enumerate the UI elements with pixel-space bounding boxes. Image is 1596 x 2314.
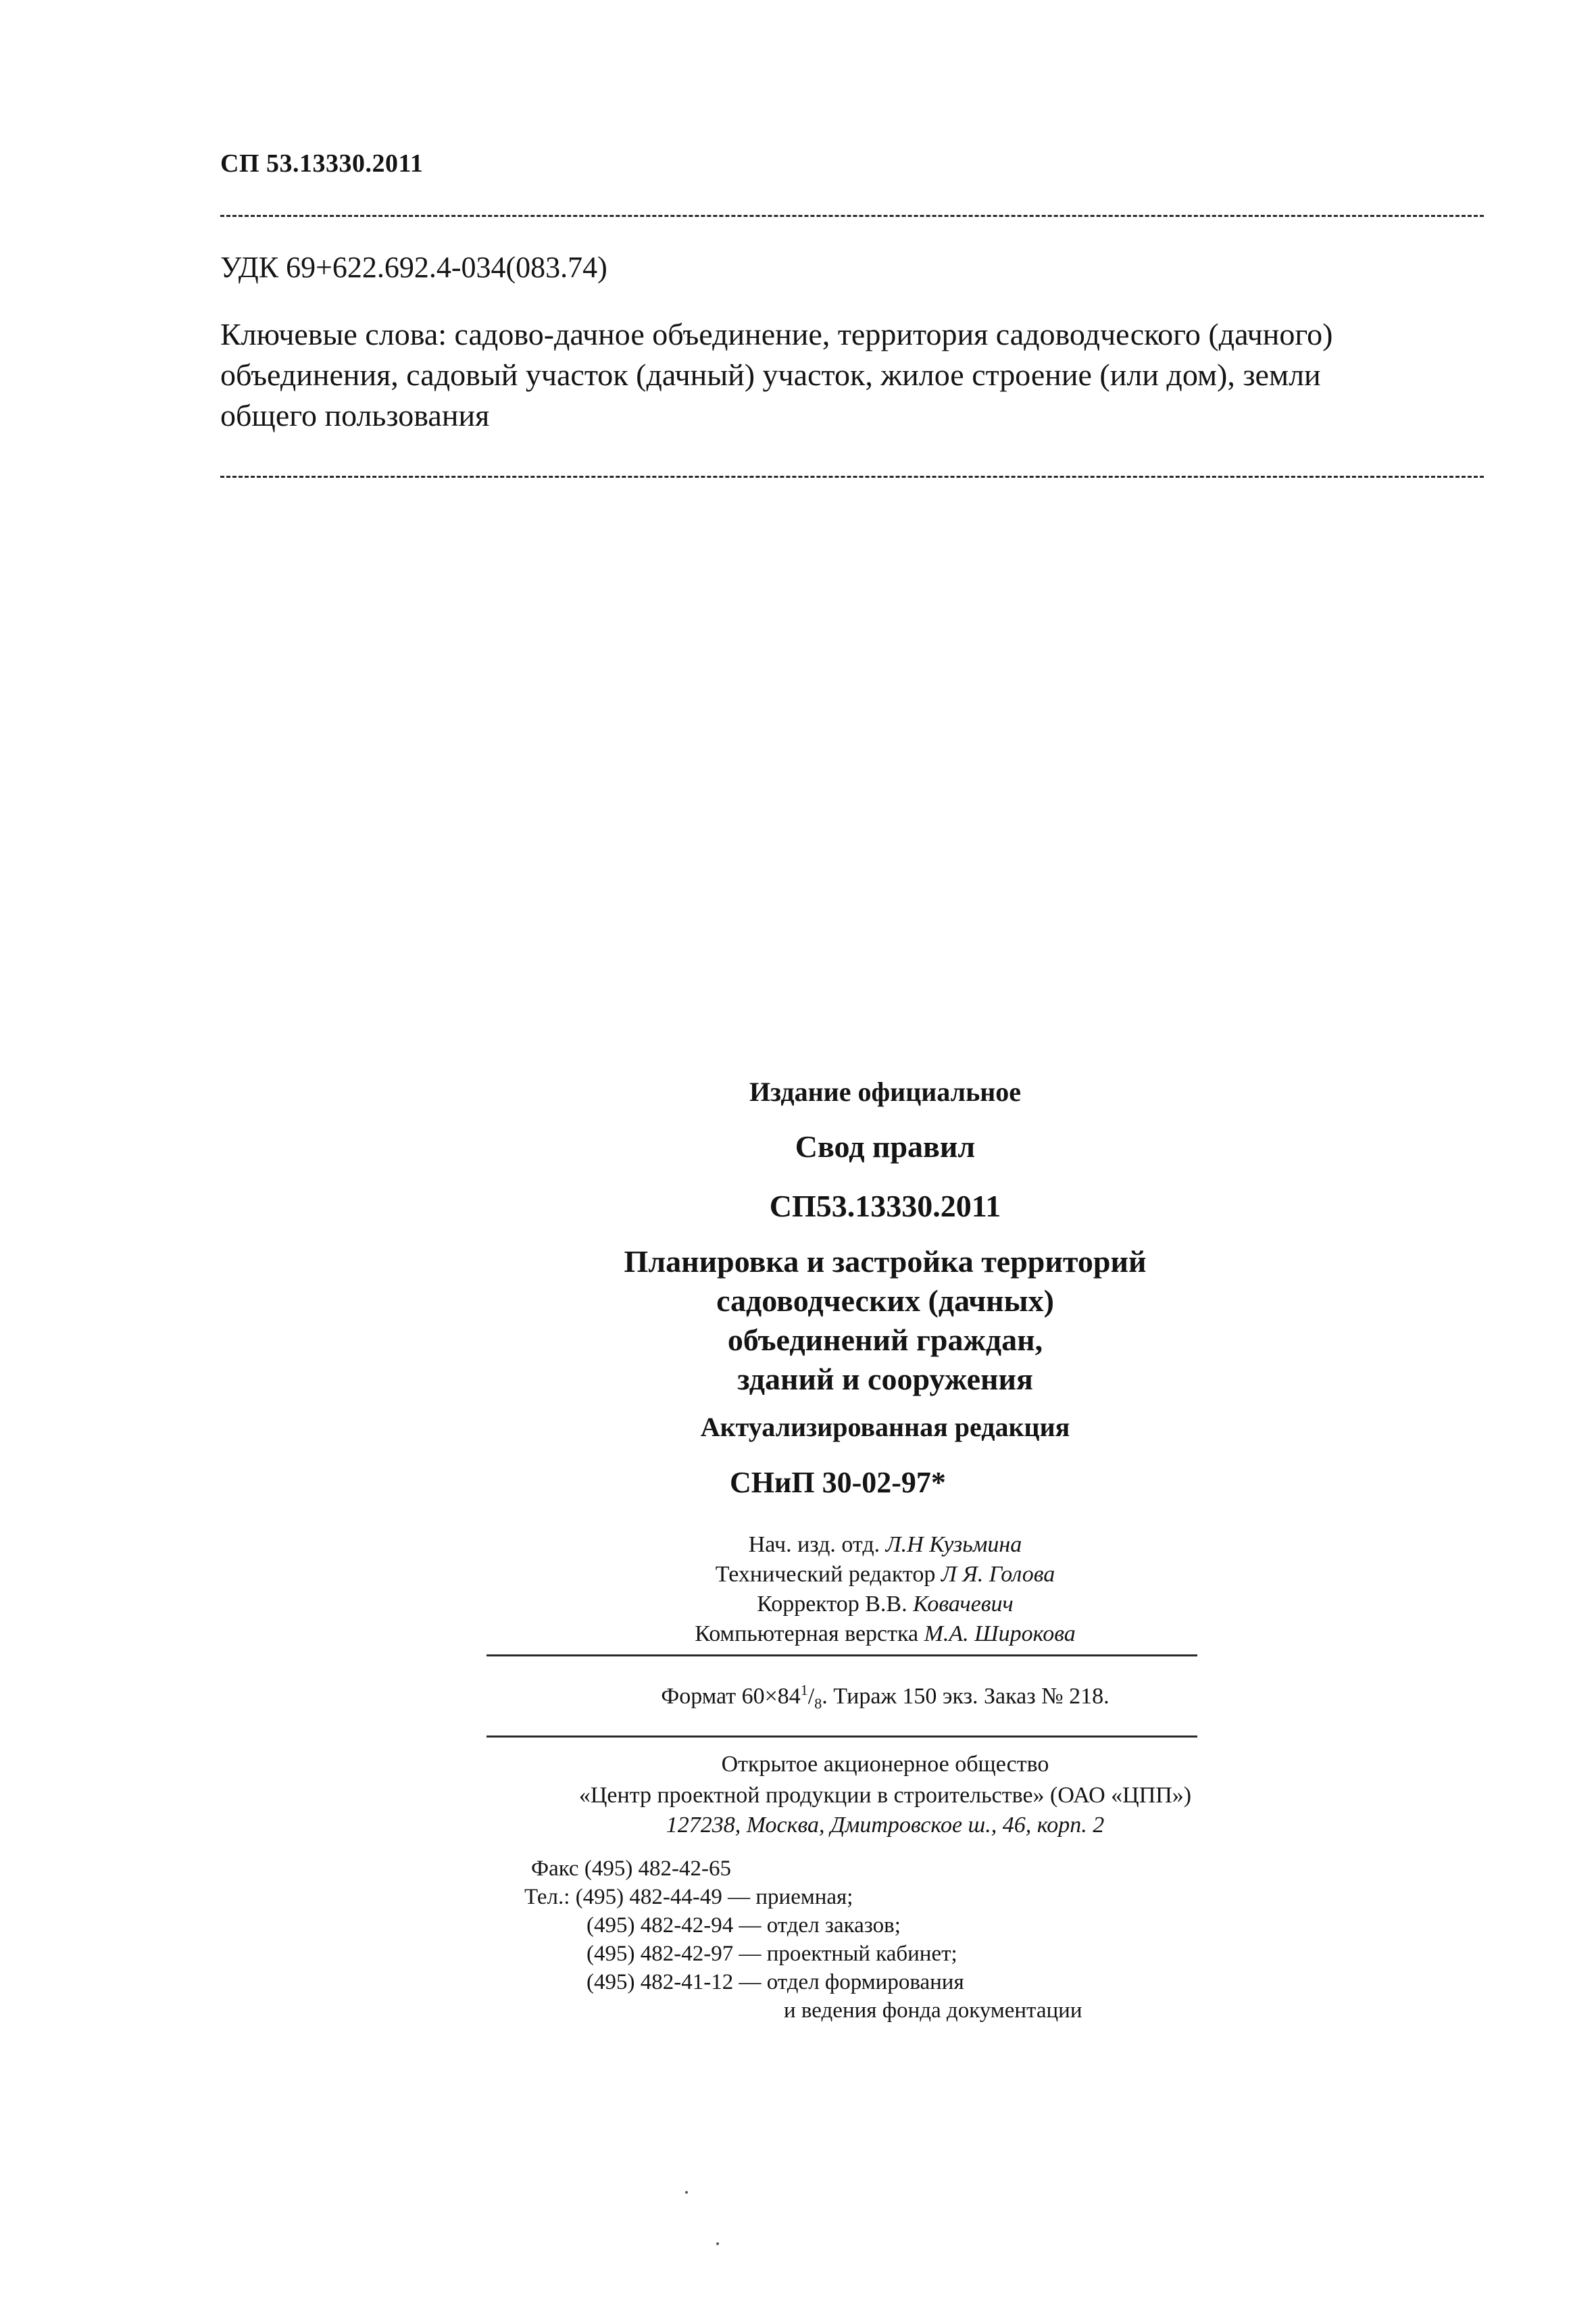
credit-name: Л Я. Голова	[941, 1562, 1055, 1587]
credit-name: Ковачевич	[913, 1592, 1014, 1617]
format-suffix: . Тираж 150 экз. Заказ № 218.	[822, 1683, 1109, 1709]
fax-line: Факс (495) 482-42-65	[531, 1856, 732, 1881]
credit-row	[527, 1530, 1243, 1560]
keywords-line: объединения, садовый участок (дачный) участок, жилое строение (или дом), земли	[220, 358, 1321, 392]
code-number: СП53.13330.2011	[769, 1189, 1001, 1223]
print-format: Формат $60\times 84^1/_8$. Тираж 150 экз. Заказ № 218.	[661, 1681, 1109, 1713]
format-prefix: Формат 60×84	[661, 1683, 801, 1709]
credit-row	[527, 1619, 1243, 1649]
format-divider	[487, 1736, 1197, 1738]
revision-label: Актуализированная редакция	[700, 1412, 1070, 1442]
scan-speck	[685, 2191, 688, 2194]
credit-role: Нач. изд. отд.	[748, 1532, 880, 1557]
document-code: СП 53.13330.2011	[220, 149, 424, 178]
keywords-line: общего пользования	[220, 398, 490, 433]
phone-line-continuation: и ведения фонда документации	[784, 1998, 1082, 2023]
title-line: Планировка и застройка территорий	[624, 1244, 1147, 1279]
credit-name: Л.Н Кузьмина	[885, 1532, 1022, 1557]
phone-line: (495) 482-42-94 — отдел заказов;	[587, 1913, 901, 1938]
title-line: объединений граждан,	[727, 1323, 1043, 1357]
edition-label: Издание официальное	[749, 1077, 1022, 1107]
phone-line: (495) 482-42-97 — проектный кабинет;	[587, 1942, 957, 1966]
contacts-block	[524, 1854, 1082, 2025]
publisher-address: 127238, Москва, Дмитровское ш., 46, корп. 2	[666, 1813, 1105, 1838]
title-line: садоводческих (дачных)	[716, 1283, 1054, 1318]
credit-name: М.А. Широкова	[924, 1621, 1076, 1646]
phone-entry: (495) 482-44-49 — приемная;	[575, 1885, 853, 1909]
publisher-name	[473, 1749, 1297, 1811]
credits-list	[527, 1530, 1243, 1649]
phone-line: (495) 482-41-12 — отдел формирования	[587, 1970, 964, 1994]
publisher-line: Открытое акционерное общество	[721, 1752, 1049, 1777]
tel-label: Тел.:	[524, 1885, 570, 1909]
code-type: Свод правил	[795, 1129, 976, 1164]
scan-speck	[716, 2242, 719, 2245]
udc-code: УДК 69+622.692.4-034(083.74)	[220, 251, 607, 284]
title-line: зданий и сооружения	[737, 1362, 1033, 1396]
credit-role: Технический редактор	[715, 1562, 936, 1587]
credit-row	[527, 1560, 1243, 1590]
credit-row	[527, 1590, 1243, 1619]
keywords-divider	[220, 476, 1484, 478]
format-fraction-numerator: 1	[800, 1681, 808, 1698]
snip-code: СНиП 30-02-97*	[730, 1466, 946, 1499]
keywords-line: Ключевые слова: садово-дачное объединение, территория садоводческого (дачного)	[220, 317, 1333, 351]
credits-divider	[487, 1654, 1197, 1656]
keywords-paragraph	[220, 314, 1437, 436]
publisher-line: «Центр проектной продукции в строительстве» (ОАО «ЦПП»)	[578, 1783, 1192, 1808]
credit-role: Корректор В.В.	[757, 1592, 907, 1617]
header-divider	[220, 215, 1484, 217]
document-title	[527, 1242, 1243, 1399]
phone-line	[524, 1883, 1082, 1911]
credit-role: Компьютерная верстка	[695, 1621, 919, 1646]
format-fraction-denominator: 8	[814, 1695, 822, 1713]
